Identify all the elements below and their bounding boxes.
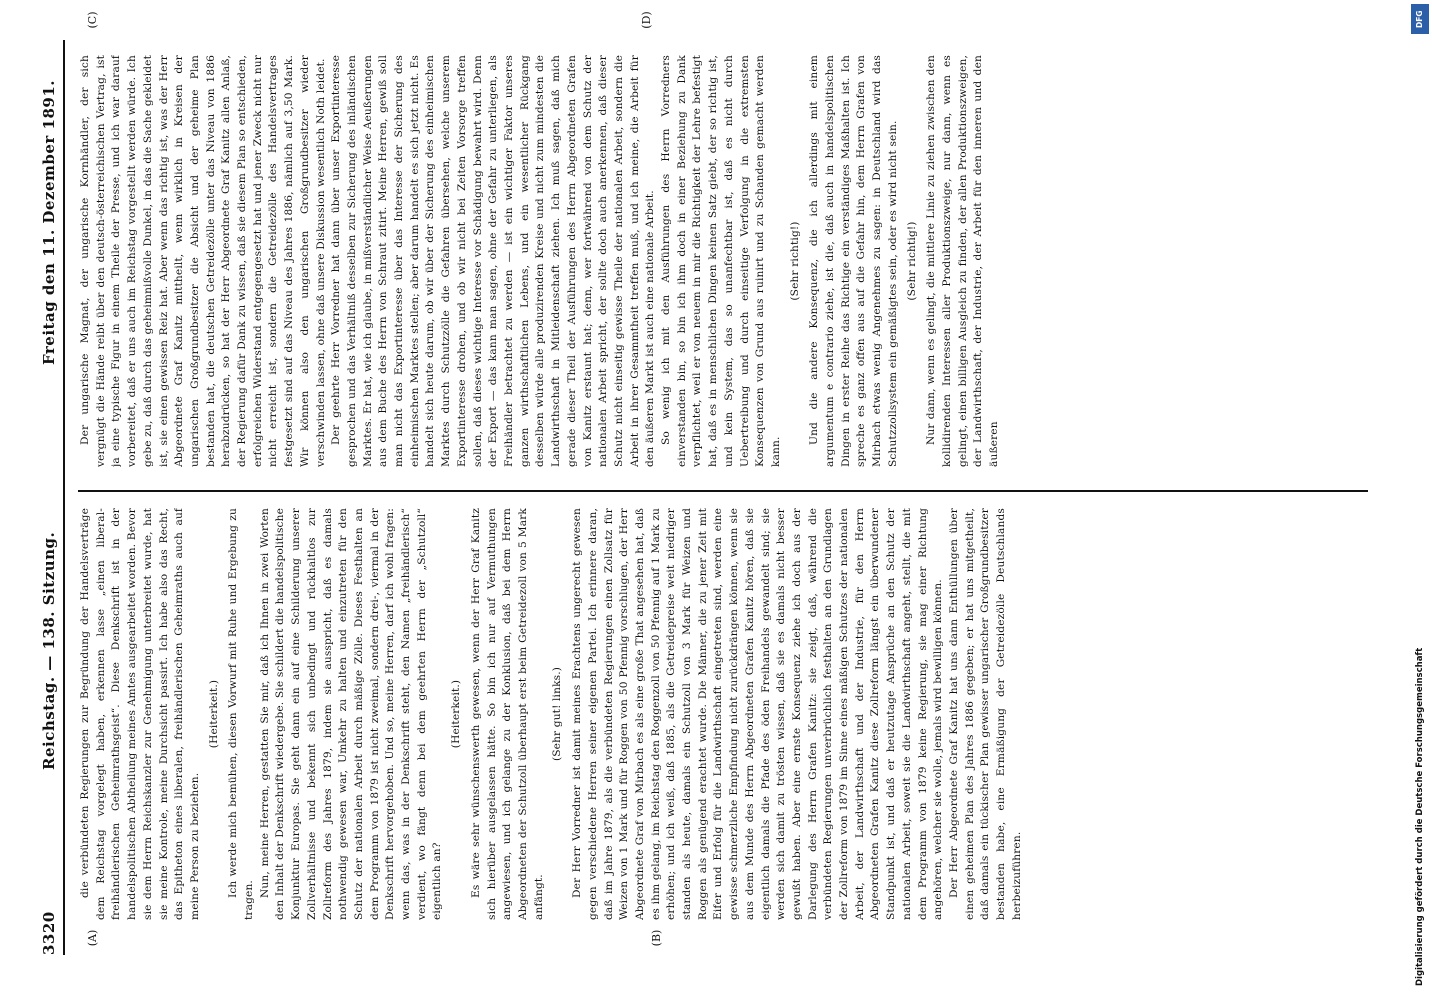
paragraph: Es wäre sehr wünschenswerth gewesen, wenn der Herr Graf Kanitz sich hierüber ausgelassen hätte. So bin ich nur auf Vermuthungen angewiesen, und ich gelange zu der Konklusion, daß bei dem Herrn Abgeordneten der Schutzoll überhaupt erst beim Getreidezoll von 5 Mark anfängt. bbox=[469, 508, 545, 920]
dfg-logo: DFG bbox=[1411, 4, 1429, 34]
paragraph: So wenig ich mit den Ausführungen des Herrn Vorredners einverstanden bin, so bin ich ihm doch in einer Beziehung zu Dank verpflichtet, weil er von neuem in mir die Richtigkeit der Lehre befestigt hat, daß es in menschlichen Dingen keinen Satz giebt, der so richtig ist, und kein System, das so unanfechtbar ist, daß es nicht durch Uebertreibung und durch einseitige Verfolgung in die extremsten Konsequenzen von Grund aus ruinirt und zu Schanden gemacht werden kann. bbox=[660, 55, 782, 467]
session-title: Reichstag. — 138. Sitzung. bbox=[40, 531, 58, 770]
margin-marker-a: (A) bbox=[86, 929, 99, 947]
page-header bbox=[40, 40, 62, 955]
credit-text: Digitalisierung gefördert durch die Deutsche Forschungsgemeinschaft bbox=[1415, 647, 1425, 986]
page-number: 3320 bbox=[40, 911, 58, 955]
paragraph: Der geehrte Herr Vorredner hat dann über unser Exportinteresse gesprochen und das Verhältniß desselben zur Sicherung des inländischen Marktes. Er hat, wie ich glaube, in mißverständlicher Weise Aeußerungen aus dem Buche des Herrn von Schraut zitirt. Meine Herren, gewiß soll man nicht das Exportinteresse über das Interesse der Sicherung des einheimischen Marktes stellen; aber darum handelt es sich jetzt nicht. Es handelt sich heute darum, ob wir über der Sicherung des einheimischen Marktes durch Schutzzölle die Gefahren übersehen, welche unserem Exportinteresse drohen, und ob wir nicht bei Zeiten Vorsorge treffen sollen, daß dieses wichtige Interesse vor Schädigung bewahrt wird. Denn der Export — das kann man sagen, ohne der Gefahr zu unterliegen, als Freihändler betrachtet zu werden — ist ein wichtiger Faktor unseres ganzen wirthschaftlichen Lebens, und ein wesentlicher Rückgang desselben würde alle produzirenden Kreise und nicht zum mindesten die Landwirthschaft in Mitleidenschaft ziehen. Ich muß sagen, daß mich gerade dieser Theil der Ausführungen des Herrn Abgeordneten Grafen von Kanitz erstaunt hat; denn, wer fortwährend von dem Schutz der nationalen Arbeit spricht, der sollte doch auch anerkennen, daß dieser Schutz nicht einseitig gewisse Theile der nationalen Arbeit, sondern die Arbeit in ihrer Gesammtheit treffen muß, und ich meine, die Arbeit für den äußeren Markt ist auch eine nationale Arbeit. bbox=[330, 55, 657, 467]
header-rule bbox=[63, 40, 65, 955]
interjection: (Heiterkeit.) bbox=[207, 679, 220, 749]
left-column bbox=[78, 508, 1368, 920]
right-column bbox=[78, 55, 1368, 467]
margin-marker-b: (B) bbox=[650, 929, 663, 947]
interjection: (Sehr richtig!) bbox=[788, 221, 801, 301]
paragraph: Und die andere Konsequenz, die ich allerdings mit einem argumentum e contrario ziehe, ist die, daß auch in handelspolitischen Dingen in erster Reihe das Richtige ein verständiges Maßhalten ist. Ich spreche es ganz offen aus auf die Gefahr hin, dem Herrn Grafen von Mirbach etwas wenig Angenehmes zu sagen: in Deutschland wird das Schutzzollsystem ein gemäßigtes sein, oder es wird nicht sein. bbox=[808, 55, 899, 467]
margin-marker-d: (D) bbox=[640, 11, 653, 29]
interjection: (Sehr gut! links.) bbox=[551, 666, 564, 762]
digitization-credit bbox=[1408, 0, 1432, 1000]
column-divider bbox=[78, 490, 1368, 492]
paragraph: Der Herr Abgeordnete Graf Kanitz hat uns dann Enthüllungen über einen geheimen Plan des Jahres 1886 gegeben; er hat uns mitgetheilt, daß damals ein tückischer Plan gewisser ungarischer Großgrundbesitzer bestanden habe, eine Ermäßigung der Getreidezölle Deutschlands herbeizuführen. bbox=[947, 508, 1023, 920]
margin-marker-c: (C) bbox=[86, 11, 99, 29]
paragraph: Der ungarische Magnat, der ungarische Kornhändler, der sich vergnügt die Hände reibt über den deutsch-österreichischen Vertrag, ist ja eine typische Figur in einem Theile der Presse, und ich war darauf vorbereitet, daß er uns auch im Reichstag vorgestellt werden würde. Ich gebe zu, daß durch das geheimnißvolle Dunkel, in das die Sache gekleidet ist, sie einen gewissen Reiz hat. Aber wenn das richtig ist, was der Herr Abgeordnete Graf Kanitz mittheilt, wenn wirklich in Kreisen der ungarischen Großgrundbesitzer die Absicht und der geheime Plan bestanden hat, die deutschen Getreidezölle unter das Niveau von 1886 herabzudrücken, so hat der Herr Abgeordnete Graf Kanitz allen Anlaß, der Regierung dafür Dank zu wissen, daß sie diesem Plan so entschieden, erfolgreichen Widerstand entgegengesetzt hat und jener Zweck nicht nur nicht erreicht ist, sondern die Getreidezölle des Handelsvertrages festgesetzt sind auf das Niveau des Jahres 1886, nämlich auf 3,50 Mark. Wir können also den ungarischen Großgrundbesitzer wieder verschwinden lassen, ohne daß unsere Diskussion wesentlich Noth leidet. bbox=[79, 55, 327, 467]
session-date: Freitag den 11. Dezember 1891. bbox=[40, 80, 58, 365]
paragraph: Nur dann, wenn es gelingt, die mittlere Linie zu ziehen zwischen den kollidirenden Interessen aller Produktionszweige, nur dann, wenn es gelingt, einen billigen Ausgleich zu finden, der allen Produktionszweigen, der Landwirthschaft, der Industrie, der Arbeit für den inneren und den äußeren bbox=[925, 55, 1001, 467]
paragraph: die verbündeten Regierungen zur Begründung der Handelsverträge dem Reichstag vorgelegt haben, erkennen lasse „einen liberal-freihändlerischen Geheimrathsgeist“. Diese Denkschrift ist in der handelspolitischen Abtheilung meines Amtes ausgearbeitet worden. Bevor sie dem Herrn Reichskanzler zur Genehmigung unterbreitet wurde, hat sie meine Kontrole, meine Durchsicht passirt. Ich habe also das Recht, das Epitheton eines liberalen, freihändlerischen Geheimraths auch auf meine Person zu beziehen. bbox=[79, 508, 201, 920]
interjection: (Sehr richtig!) bbox=[905, 221, 918, 301]
paragraph: Ich werde mich bemühen, diesen Vorwurf mit Ruhe und Ergebung zu tragen. bbox=[227, 508, 256, 920]
interjection: (Heiterkeit.) bbox=[450, 679, 463, 749]
paragraph: Der Herr Vorredner ist damit meines Erachtens ungerecht gewesen gegen verschiedene Herren seiner eigenen Partei. Ich erinnere daran, daß im Jahre 1879, als die verbündeten Regierungen einen Zollsatz für Weizen von 1 Mark und für Roggen von 50 Pfennig vorschlugen, der Herr Abgeordnete Graf von Mirbach es als eine große That angesehen hat, daß es ihm gelang, im Reichstag den Roggenzoll von 50 Pfennig auf 1 Mark zu erhöhen; und ich weiß, daß 1885, als die Getreidepreise weit niedriger standen als heute, damals ein Schutzoll von 3 Mark für Weizen und Roggen als genügend erachtet wurde. Die Männer, die zu jener Zeit mit Eifer und Erfolg für die Landwirthschaft eingetreten sind, werden eine gewisse schmerzliche Empfindung nicht zurückdrängen können, wenn sie aus dem Munde des Herrn Abgeordneten Grafen Kanitz hören, daß sie eigentlich damals die Pfade des öden Freihandels gewandelt sind; sie werden sich damit zu trösten wissen, daß sie es damals nicht besser gewußt haben. Aber eine ernste Konsequenz ziehe ich doch aus der Darlegung des Herrn Grafen Kanitz: sie zeigt, daß, während die verbündeten Regierungen unverbrüchlich festhalten an den Grundlagen der Zollreform von 1879 im Sinne eines mäßigen Schutzes der nationalen Arbeit, der Landwirthschaft und der Industrie, für den Herrn Abgeordneten Grafen Kanitz diese Zollreform längst ein überwundener Standpunkt ist, und daß er heutzutage Ansprüche an den Schutz der nationalen Arbeit, soweit sie die Landwirthschaft angeht, stellt, die mit dem Programm von 1879 keine Regierung, sie mag einer Richtung angehören, welcher sie wolle, jemals wird bewilligen können. bbox=[571, 508, 945, 920]
paragraph: Nun, meine Herren, gestatten Sie mir, daß ich Ihnen in zwei Worten den Inhalt der Denkschrift wiedergebe. Sie schildert die handelspolitische Konjunktur Europas. Sie geht dann ein auf eine Schilderung unserer Zollverhältnisse und bekennt sich unbedingt und rückhaltlos zur Zollreform des Jahres 1879, indem sie ausspricht, daß es damals nothwendig gewesen war, Umkehr zu halten und einzutreten für den Schutz der nationalen Arbeit durch mäßige Zölle. Dieses Festhalten an dem Programm von 1879 ist nicht zweimal, sondern drei-, viermal in der Denkschrift hervorgehoben. Und so, meine Herren, darf ich wohl fragen: wenn das, was in der Denkschrift steht, den Namen „freihändlerisch“ verdient, wo fängt denn bei dem geehrten Herrn der „Schutzoll“ eigentlich an? bbox=[258, 508, 444, 920]
